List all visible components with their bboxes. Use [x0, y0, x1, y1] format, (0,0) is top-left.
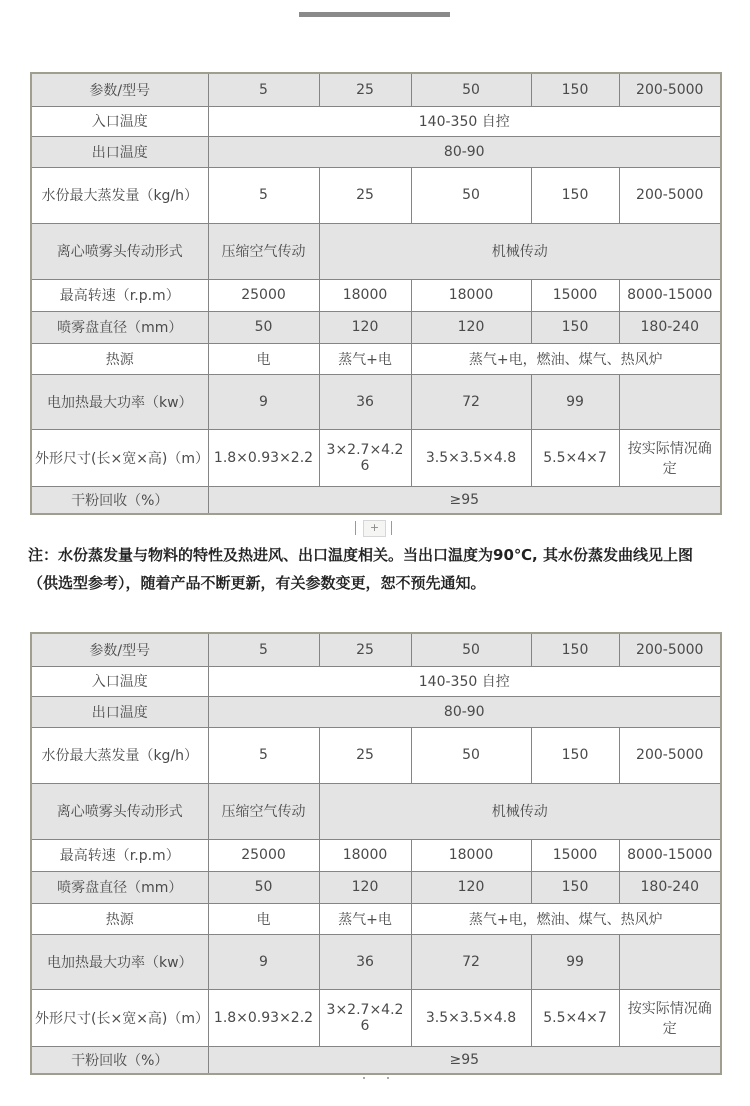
data-cell: 1.8×0.93×2.2 — [208, 989, 319, 1046]
data-cell: 蒸气+电 — [319, 903, 411, 934]
data-cell: 72 — [411, 374, 531, 429]
data-cell: 150 — [531, 727, 619, 783]
data-cell: 3.5×3.5×4.8 — [411, 989, 531, 1046]
data-cell: 18000 — [411, 279, 531, 311]
data-cell: 3×2.7×4.26 — [319, 989, 411, 1046]
row-label-cell: 外形尺寸(长×宽×高)（m） — [31, 989, 208, 1046]
spec-table — [30, 632, 722, 1075]
expand-widget[interactable] — [355, 520, 392, 536]
row-label-cell: 离心喷雾头传动形式 — [31, 223, 208, 279]
data-cell: 25000 — [208, 839, 319, 871]
header-model-cell: 25 — [319, 633, 411, 666]
data-cell: 25000 — [208, 279, 319, 311]
expand-widget-right-tick — [391, 521, 392, 535]
row-label-cell: 干粉回收（%） — [31, 486, 208, 514]
row-label-cell: 入口温度 — [31, 666, 208, 696]
row-label-cell: 最高转速（r.p.m） — [31, 279, 208, 311]
data-cell: 15000 — [531, 279, 619, 311]
data-cell: 50 — [208, 311, 319, 343]
header-model-cell: 50 — [411, 73, 531, 106]
data-cell: 机械传动 — [319, 223, 721, 279]
data-cell: 25 — [319, 167, 411, 223]
row-label-cell: 出口温度 — [31, 136, 208, 167]
data-cell: 5.5×4×7 — [531, 429, 619, 486]
partial-widget-tick-right — [387, 1077, 389, 1079]
note-line-2: （供选型参考），随着产品不断更新，有关参数变更，恕不预先通知。 — [28, 574, 486, 592]
row-label-cell: 电加热最大功率（kw） — [31, 934, 208, 989]
header-model-cell: 200-5000 — [619, 633, 721, 666]
header-model-cell: 50 — [411, 633, 531, 666]
header-label-cell: 参数/型号 — [31, 633, 208, 666]
data-cell: 蒸气+电 — [319, 343, 411, 374]
data-cell: 1.8×0.93×2.2 — [208, 429, 319, 486]
header-model-cell: 150 — [531, 633, 619, 666]
data-cell: 36 — [319, 374, 411, 429]
data-cell: 50 — [411, 167, 531, 223]
spec-table — [30, 72, 722, 515]
data-cell: 15000 — [531, 839, 619, 871]
data-cell: 18000 — [319, 839, 411, 871]
expand-widget-left-tick — [355, 521, 356, 535]
data-cell: 180-240 — [619, 311, 721, 343]
data-cell: 36 — [319, 934, 411, 989]
row-label-cell: 干粉回收（%） — [31, 1046, 208, 1074]
row-label-cell: 离心喷雾头传动形式 — [31, 783, 208, 839]
row-label-cell: 入口温度 — [31, 106, 208, 136]
data-cell: 按实际情况确定 — [619, 989, 721, 1046]
data-cell: 25 — [319, 727, 411, 783]
row-label-cell: 水份最大蒸发量（kg/h） — [31, 727, 208, 783]
data-cell: 按实际情况确定 — [619, 429, 721, 486]
data-cell: 180-240 — [619, 871, 721, 903]
data-cell: 压缩空气传动 — [208, 783, 319, 839]
header-model-cell: 150 — [531, 73, 619, 106]
data-cell: 140-350 自控 — [208, 666, 721, 696]
data-cell: 9 — [208, 374, 319, 429]
data-cell: 80-90 — [208, 136, 721, 167]
data-cell: 120 — [411, 871, 531, 903]
row-label-cell: 出口温度 — [31, 696, 208, 727]
header-model-cell: 5 — [208, 633, 319, 666]
row-label-cell: 喷雾盘直径（mm） — [31, 311, 208, 343]
row-label-cell: 最高转速（r.p.m） — [31, 839, 208, 871]
note-text — [28, 541, 730, 597]
data-cell: 蒸气+电，燃油、煤气、热风炉 — [411, 343, 721, 374]
header-model-cell: 25 — [319, 73, 411, 106]
data-cell: 200-5000 — [619, 167, 721, 223]
data-cell: 机械传动 — [319, 783, 721, 839]
row-label-cell: 热源 — [31, 343, 208, 374]
data-cell: 5.5×4×7 — [531, 989, 619, 1046]
data-cell: 电 — [208, 903, 319, 934]
row-label-cell: 水份最大蒸发量（kg/h） — [31, 167, 208, 223]
data-cell: 8000-15000 — [619, 279, 721, 311]
data-cell: 蒸气+电，燃油、煤气、热风炉 — [411, 903, 721, 934]
data-cell: 压缩空气传动 — [208, 223, 319, 279]
data-cell: 3×2.7×4.26 — [319, 429, 411, 486]
row-label-cell: 喷雾盘直径（mm） — [31, 871, 208, 903]
data-cell: 120 — [411, 311, 531, 343]
note-line-1: 注：水份蒸发量与物料的特性及热进风、出口温度相关。当出口温度为90℃, 其水份蒸发曲线见上图 — [28, 546, 693, 564]
data-cell: 3.5×3.5×4.8 — [411, 429, 531, 486]
data-cell — [619, 934, 721, 989]
data-cell: ≥95 — [208, 486, 721, 514]
data-cell: 18000 — [319, 279, 411, 311]
data-cell: 50 — [208, 871, 319, 903]
top-divider-bar — [299, 12, 450, 17]
data-cell: ≥95 — [208, 1046, 721, 1074]
data-cell: 8000-15000 — [619, 839, 721, 871]
header-model-cell: 200-5000 — [619, 73, 721, 106]
plus-icon[interactable]: + — [363, 520, 386, 537]
data-cell: 150 — [531, 167, 619, 223]
header-model-cell: 5 — [208, 73, 319, 106]
data-cell: 150 — [531, 871, 619, 903]
data-cell: 99 — [531, 374, 619, 429]
data-cell: 150 — [531, 311, 619, 343]
data-cell: 99 — [531, 934, 619, 989]
partial-widget-tick-left — [363, 1077, 365, 1079]
row-label-cell: 电加热最大功率（kw） — [31, 374, 208, 429]
data-cell: 5 — [208, 727, 319, 783]
data-cell: 9 — [208, 934, 319, 989]
data-cell: 50 — [411, 727, 531, 783]
data-cell: 80-90 — [208, 696, 721, 727]
data-cell: 120 — [319, 311, 411, 343]
data-cell — [619, 374, 721, 429]
data-cell: 120 — [319, 871, 411, 903]
data-cell: 5 — [208, 167, 319, 223]
data-cell: 电 — [208, 343, 319, 374]
data-cell: 18000 — [411, 839, 531, 871]
row-label-cell: 热源 — [31, 903, 208, 934]
data-cell: 200-5000 — [619, 727, 721, 783]
header-label-cell: 参数/型号 — [31, 73, 208, 106]
row-label-cell: 外形尺寸(长×宽×高)（m） — [31, 429, 208, 486]
data-cell: 72 — [411, 934, 531, 989]
data-cell: 140-350 自控 — [208, 106, 721, 136]
